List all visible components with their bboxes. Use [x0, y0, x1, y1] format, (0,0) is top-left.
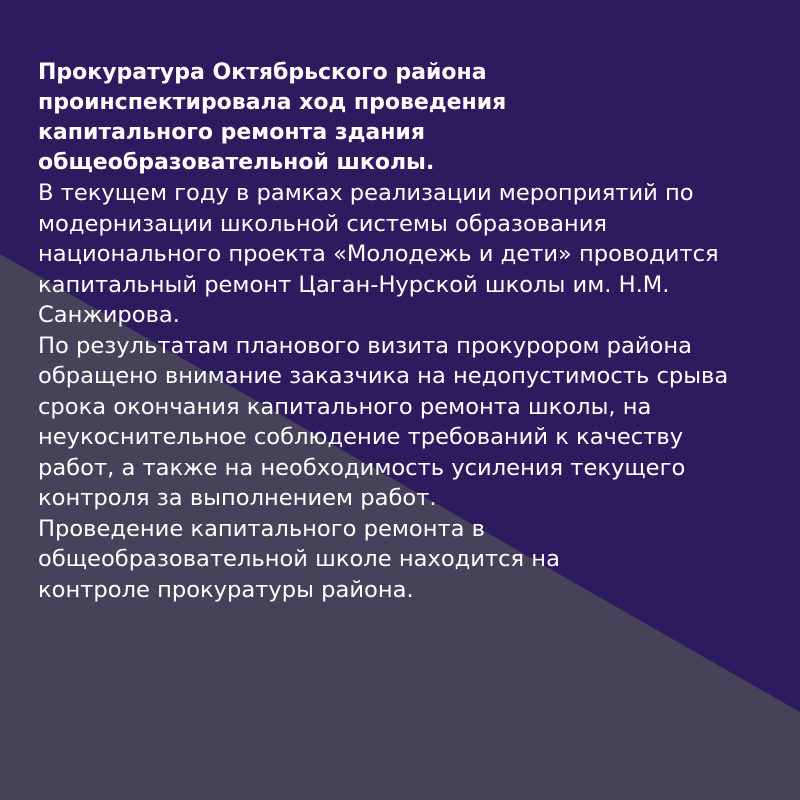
article-headline: Прокуратура Октябрьского района проинспектировала ход проведения капитального ремонта здания общеобразовательной школы.: [38, 60, 507, 175]
article-paragraph: По результатам планового визита прокурором района обращено внимание заказчика на недопустимость срыва срока окончания капитального ремонта школы, на неукоснительное соблюдение требований к качеству работ, а также на необходимость усиления текущего контроля за выполнением работ.: [38, 332, 729, 511]
article-paragraph: В текущем году в рамках реализации мероприятий по модернизации школьной системы образования национального проекта «Молодежь и дети» проводится капитальный ремонт Цаган-Нурской школы им. Н.М. Санжирова.: [38, 180, 719, 328]
article: [38, 58, 768, 605]
article-paragraph: Проведение капитального ремонта в общеобразовательной школе находится на контроле прокуратуры района.: [38, 515, 560, 603]
